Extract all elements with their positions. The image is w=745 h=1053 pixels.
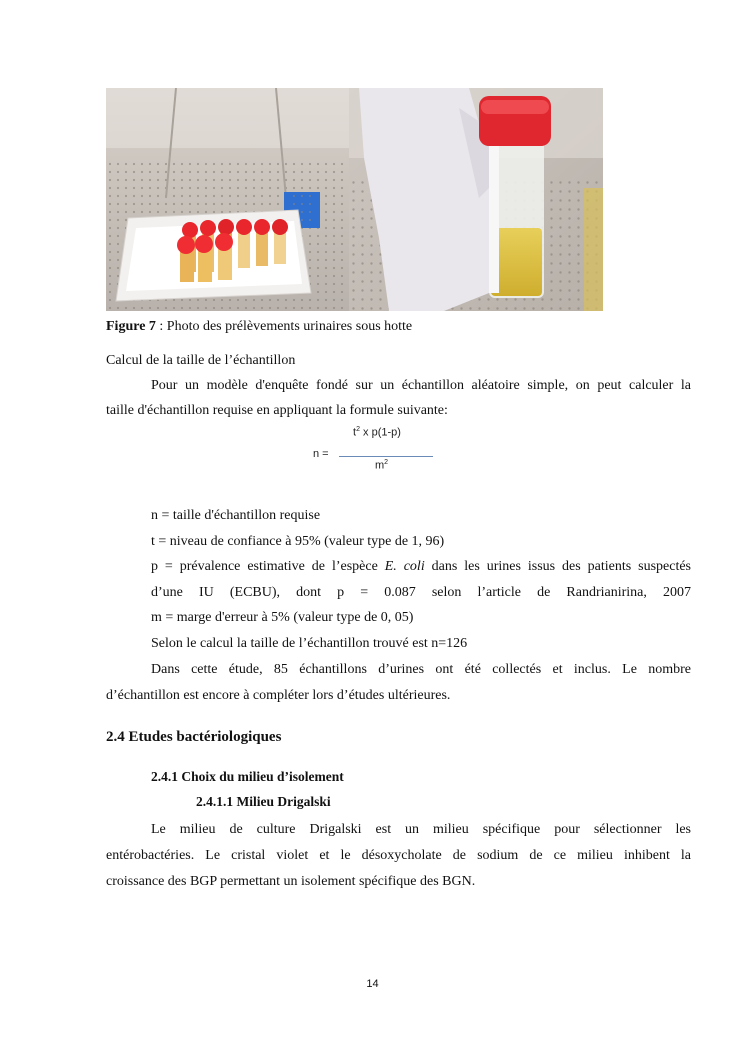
heading-2-4: 2.4 Etudes bactériologiques (106, 729, 282, 745)
definition-p-line1 (151, 554, 691, 579)
section-intro: Calcul de la taille de l’échantillon (106, 353, 296, 368)
figure-label: Figure 7 (106, 319, 156, 334)
intro-para-line2: taille d'échantillon requise en appliquant la formule suivante: (106, 403, 448, 418)
photo-samples-tray (106, 88, 349, 311)
intro-para-line1: Pour un modèle d'enquête fondé sur un échantillon aléatoire simple, on peut calculer la (151, 378, 691, 393)
definition-p-species: E. coli (384, 559, 425, 574)
heading-2-4-1: 2.4.1 Choix du milieu d’isolement (151, 769, 344, 784)
formula-numerator (353, 426, 401, 439)
drigalski-para-line3: croissance des BGP permettant un isolement spécifique des BGN. (106, 874, 476, 889)
definition-m: m = marge d'erreur à 5% (valeur type de 0, 05) (151, 610, 414, 625)
study-para-line2: d’échantillon est encore à compléter lors d’études ultérieures. (106, 688, 451, 703)
definition-p-pre: p = prévalence estimative de l’espèce (151, 559, 385, 574)
formula-m-exponent: 2 (384, 459, 389, 466)
figure-caption-text: : Photo des prélèvements urinaires sous hotte (155, 319, 413, 334)
figure-photos (106, 88, 603, 311)
formula-t-exponent: 2 (356, 426, 360, 433)
formula-m: m (375, 459, 385, 472)
heading-2-4-1-1: 2.4.1.1 Milieu Drigalski (196, 794, 331, 809)
definition-n: n = taille d'échantillon requise (151, 508, 321, 523)
photo-hand-holding-tube (349, 88, 603, 311)
formula-fraction-line (339, 456, 433, 457)
figure-caption (106, 319, 412, 335)
definition-p-post: dans les urines issus des patients suspectés (424, 559, 692, 574)
drigalski-para-line1: Le milieu de culture Drigalski est un milieu spécifique pour sélectionner les (151, 822, 691, 837)
page-number: 14 (366, 978, 379, 990)
formula-numerator-rest: x p(1-p) (359, 426, 401, 439)
formula-lhs: n = (313, 448, 329, 460)
result-text: Selon le calcul la taille de l’échantillon trouvé est n=126 (151, 636, 468, 651)
study-para-line1: Dans cette étude, 85 échantillons d’urines ont été collectés et inclus. Le nombre (151, 662, 691, 677)
drigalski-para-line2: entérobactéries. Le cristal violet et le désoxycholate de sodium de ce milieu inhibent la (106, 848, 691, 863)
definition-p-line2: d’une IU (ECBU), dont p = 0.087 selon l’article de Randrianirina, 2007 (151, 585, 691, 600)
definition-t: t = niveau de confiance à 95% (valeur type de 1, 96) (151, 534, 445, 549)
formula-t: t (353, 426, 357, 439)
formula-denominator (375, 459, 388, 472)
